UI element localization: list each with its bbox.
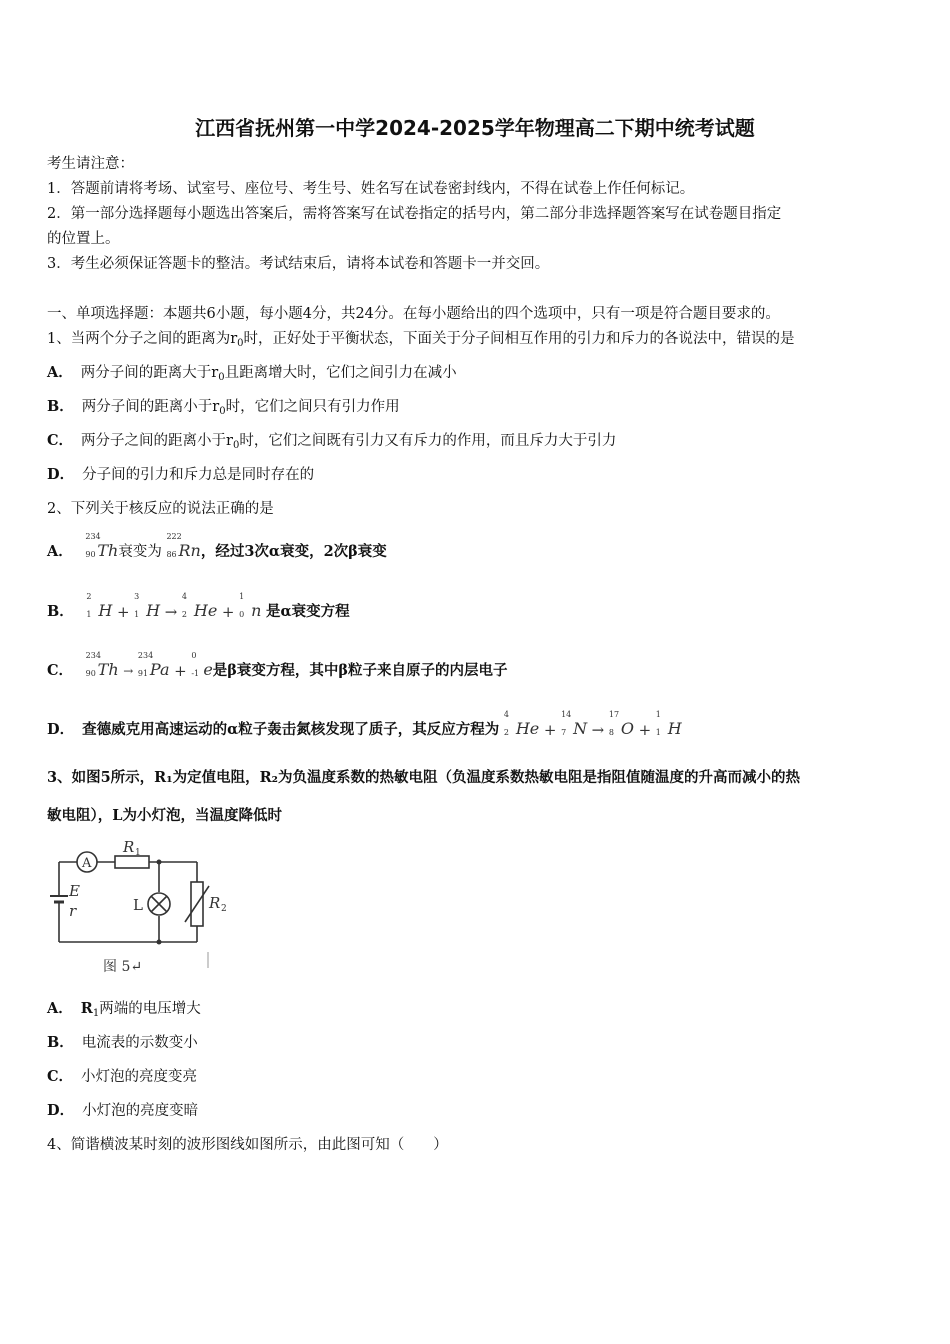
option-text: 时，它们之间只有引力作用 [225, 399, 400, 415]
atomic-number: 90 [85, 669, 96, 678]
option-text: 分子间的引力和斥力总是同时存在的 [82, 467, 315, 483]
option-text: 两分子间的距离小于r [81, 399, 220, 415]
option-label: A． [47, 364, 73, 381]
junction-dot [157, 860, 162, 865]
option-text: ，经过3次α衰变，2次β衰变 [200, 543, 387, 560]
arrow-icon: → [123, 664, 134, 678]
option-text: 小灯泡的亮度变暗 [82, 1103, 199, 1119]
atomic-number: 1 [655, 728, 661, 737]
q1-option-c [47, 429, 616, 451]
mass-number: 234 [85, 532, 101, 541]
q2-option-a [47, 532, 387, 561]
mass-number: 1 [239, 592, 245, 601]
atomic-number: 90 [85, 550, 96, 559]
arrow-icon: → [591, 721, 605, 739]
q1-stem-a: 1、当两个分子之间的距离为r [47, 331, 238, 347]
q2-option-d [47, 710, 682, 739]
nuclide-th [85, 532, 119, 560]
option-text: 且距离增大时，它们之间引力在减小 [224, 365, 457, 381]
element-symbol: N [573, 719, 588, 738]
option-sub: 0 [218, 372, 225, 383]
nuclide-he4 [503, 710, 540, 738]
atomic-number: 91 [137, 669, 149, 678]
thermistor-slash [185, 886, 209, 922]
mass-number: 14 [561, 710, 572, 719]
q1-stem-sub: 0 [237, 338, 244, 349]
option-text: 两分子间的距离大于r [80, 365, 219, 381]
atomic-number: 1 [86, 610, 92, 619]
page-title: 江西省抚州第一中学2024-2025学年物理高二下期中统考试题 [195, 116, 755, 140]
plus-sign: + [638, 721, 652, 739]
junction-dot [157, 940, 162, 945]
q3-option-b [47, 1031, 198, 1052]
q2-option-b [47, 592, 350, 621]
mass-number: 234 [85, 651, 101, 660]
option-label: A． [47, 543, 73, 560]
option-text: 小灯泡的亮度变亮 [81, 1069, 198, 1085]
q1-option-b [47, 395, 400, 417]
arrow-icon: → [164, 603, 178, 621]
element-symbol: n [251, 601, 262, 620]
emf-label: E [69, 882, 80, 900]
mass-number: 234 [137, 651, 154, 660]
mass-number: 4 [503, 710, 509, 719]
option-label: B． [47, 603, 74, 620]
q1-option-a [47, 361, 457, 383]
option-text: 是β衰变方程，其中β粒子来自原子的内层电子 [212, 662, 508, 679]
element-symbol: O [620, 719, 634, 738]
notice-heading: 考生请注意： [47, 156, 134, 172]
atomic-number: 7 [561, 728, 567, 737]
atomic-number: 8 [608, 728, 614, 737]
element-symbol: H [146, 601, 161, 620]
ammeter-label: A [82, 856, 92, 871]
q1-option-d [47, 463, 314, 484]
option-label: C． [47, 662, 74, 679]
q1-stem [47, 327, 795, 349]
mass-number: 222 [166, 532, 182, 541]
nuclide-h3 [134, 592, 161, 620]
internal-r-label: r [69, 902, 77, 920]
q3-option-d [47, 1099, 198, 1120]
element-symbol: Rn [178, 541, 201, 560]
q3-stem-line1: 3、如图5所示，R₁为定值电阻，R₂为负温度系数的热敏电阻（负温度系数热敏电阻是指阻值随温度的升高而减小的热 [47, 769, 800, 786]
option-label: B． [47, 398, 74, 415]
r1-label: R [123, 838, 135, 856]
resistor-r1 [115, 856, 149, 868]
option-text: 查德威克用高速运动的α粒子轰击氮核发现了质子，其反应方程为 [82, 721, 500, 738]
mass-number: 2 [86, 592, 92, 601]
atomic-number: 2 [181, 610, 187, 619]
nuclide-e [191, 651, 213, 679]
option-text: 衰变为 [118, 544, 162, 560]
option-text: 时，它们之间既有引力又有斥力的作用，而且斥力大于引力 [239, 433, 617, 449]
plus-sign: + [116, 603, 130, 621]
atomic-number: 0 [239, 610, 245, 619]
q1-stem-b: 时，正好处于平衡状态，下面关于分子间相互作用的引力和斥力的各说法中，错误的是 [243, 331, 795, 347]
option-label: C． [47, 1068, 74, 1085]
r2-sub: 2 [221, 904, 227, 914]
element-symbol: He [193, 601, 218, 620]
atomic-number: 86 [166, 550, 177, 559]
mass-number: 4 [181, 592, 187, 601]
circuit-diagram [45, 838, 245, 978]
element-symbol: Th [97, 660, 119, 679]
option-label: D． [47, 1102, 75, 1119]
element-symbol: H [98, 601, 113, 620]
option-label: C． [47, 432, 74, 449]
option-sub: 0 [232, 440, 240, 451]
option-label: D． [47, 466, 75, 483]
nuclide-h1 [655, 710, 682, 738]
r2-label: R [209, 894, 221, 912]
q3-option-c [47, 1065, 197, 1086]
notice-item-2: 2．第一部分选择题每小题选出答案后，需将答案写在试卷指定的括号内，第二部分非选择题答案写在试卷题目指定 [47, 206, 782, 222]
option-label: D． [47, 721, 75, 738]
q3-option-a [47, 997, 201, 1019]
nuclide-th [85, 651, 119, 679]
r1-sub: 1 [135, 848, 141, 858]
element-symbol: He [515, 719, 540, 738]
mass-number: 17 [608, 710, 620, 719]
q2-option-c [47, 651, 508, 680]
mass-number: 3 [134, 592, 140, 601]
option-text: 两分子之间的距离小于r [81, 433, 233, 449]
element-symbol: Pa [149, 660, 170, 679]
plus-sign: + [543, 721, 557, 739]
nuclide-he4 [181, 592, 218, 620]
option-sub: 1 [92, 1008, 100, 1019]
nuclide-n [239, 592, 262, 620]
plus-sign: + [174, 662, 187, 680]
option-text: 两端的电压增大 [99, 1001, 201, 1017]
mass-number: 1 [655, 710, 661, 719]
q3-stem-line2: 敏电阻），L为小灯泡，当温度降低时 [47, 807, 282, 824]
element-symbol: H [667, 719, 682, 738]
nuclide-o17 [608, 710, 634, 738]
section-heading: 一、单项选择题：本题共6小题，每小题4分，共24分。在每小题给出的四个选项中，只有一项是符合题目要求的。 [47, 306, 780, 322]
notice-item-2-cont: 的位置上。 [47, 231, 120, 247]
option-text: R [80, 1000, 93, 1017]
option-text: 是α衰变方程 [266, 603, 350, 620]
mass-number: 0 [191, 651, 197, 660]
option-text: 电流表的示数变小 [81, 1035, 198, 1051]
nuclide-rn [166, 532, 201, 560]
lamp-label: L [133, 896, 143, 914]
notice-item-3: 3．考生必须保证答题卡的整洁。考试结束后，请将本试卷和答题卡一并交回。 [47, 256, 550, 272]
option-sub: 0 [219, 406, 226, 417]
atomic-number: -1 [191, 669, 200, 678]
notice-item-1: 1．答题前请将考场、试室号、座位号、考生号、姓名写在试卷密封线内，不得在试卷上作任何标记。 [47, 181, 695, 197]
element-symbol: e [203, 660, 213, 679]
nuclide-n14 [561, 710, 588, 738]
atomic-number: 1 [134, 610, 140, 619]
plus-sign: + [221, 603, 235, 621]
element-symbol: Th [97, 541, 119, 560]
figure-caption: 图 5↵ [103, 959, 143, 975]
q4-stem: 4、简谐横波某时刻的波形图线如图所示，由此图可知（ ） [47, 1137, 448, 1153]
option-label: B． [47, 1034, 74, 1051]
atomic-number: 2 [503, 728, 509, 737]
nuclide-pa [137, 651, 170, 679]
nuclide-h2 [86, 592, 113, 620]
q2-stem: 2、下列关于核反应的说法正确的是 [47, 501, 274, 517]
option-label: A． [47, 1000, 73, 1017]
